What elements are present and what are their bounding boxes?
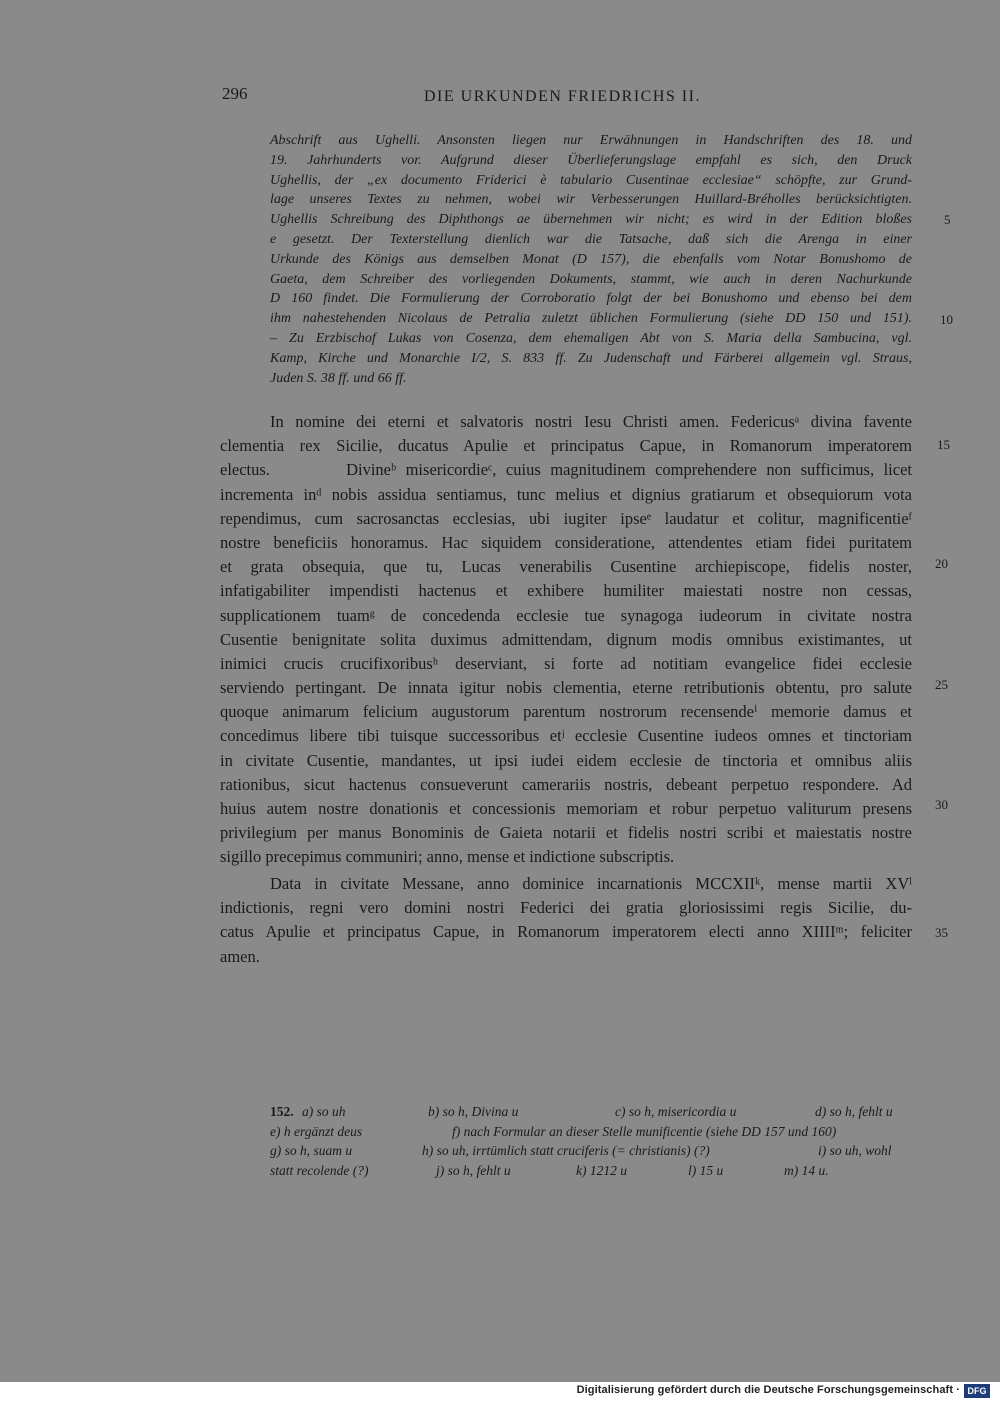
apparatus-note: f) nach Formular an dieser Stelle munificentie (siehe DD 157 und 160): [452, 1123, 837, 1139]
apparatus-note: e) h ergänzt deus: [270, 1123, 363, 1139]
charter-line: nostre beneficiis honoramus. Hac siquidem consideratione, attendentes etiam fidei puritatem: [220, 532, 912, 552]
dating-line: indictionis, regni vero domini nostri Federici dei gratia gloriosissimi regis Sicilie, du-: [220, 898, 912, 918]
apparatus-note: b) so h, Divina u: [428, 1104, 519, 1119]
line-number: 20: [935, 556, 948, 571]
apparatus-row: [270, 1122, 912, 1142]
dating-line: catus Apulie et principatus Capue, in Romanorum imperatorem electi anno XIIIIᵐ; feliciter: [220, 922, 912, 942]
dfg-logo: DFG: [964, 1384, 990, 1398]
introduction-paragraph: [270, 131, 912, 388]
charter-line: huius autem nostre donationis et concessionis memoriam et robur perpetuo valiturum presens: [220, 799, 912, 818]
line-number: 5: [944, 212, 951, 227]
apparatus-note: m) 14 u.: [784, 1162, 829, 1178]
page-number: 296: [222, 84, 248, 103]
running-title: DIE URKUNDEN FRIEDRICHS II.: [424, 88, 701, 105]
intro-line: – Zu Erzbischof Lukas von Cosenza, dem ehemaligen Abt von S. Maria della Sambucina, vgl.: [270, 330, 912, 346]
line-number: 15: [937, 437, 950, 452]
charter-text: [220, 410, 912, 870]
intro-line: Abschrift aus Ughelli. Ansonsten liegen nur Erwähnungen in Handschriften des 18. und: [270, 133, 912, 148]
charter-line: et grata obsequia, que tu, Lucas venerabilis Cusentine archiepiscope, fidelis noster,: [220, 557, 912, 577]
intro-line: ihm nahestehenden Nicolaus de Petralia zuletzt üblichen Formulierung (siehe DD 150 und 151).: [270, 311, 912, 327]
line-number: 10: [940, 312, 953, 327]
charter-line: rationibus, sicut hactenus consueverunt camerariis nostris, debeant perpetuo respondere. Ad: [220, 774, 912, 794]
document-number: 152.: [270, 1104, 294, 1119]
apparatus-row: [270, 1102, 912, 1122]
funding-credit: Digitalisierung gefördert durch die Deutsche Forschungsgemeinschaft ·: [576, 1384, 960, 1396]
apparatus-row: [270, 1141, 912, 1161]
charter-line: supplicationem tuamᵍ de concedenda ecclesie tue synagoga iudeorum in civitate nostra: [220, 605, 912, 625]
charter-line: sigillo precepimus communiri; anno, mense et indictione subscriptis.: [220, 847, 675, 867]
intro-line: 19. Jahrhunderts vor. Aufgrund dieser Überlieferungslage empfahl es sich, den Druck: [270, 152, 912, 168]
charter-line: serviendo pertingant. De innata igitur nobis clementia, eterne retributionis obtentu, pro salute: [220, 678, 912, 698]
dating-line: amen.: [220, 946, 260, 966]
dating-line: Data in civitate Messane, anno dominice incarnationis MCCXIIᵏ, mense martii XVˡ: [270, 874, 912, 893]
apparatus-note: k) 1212 u: [576, 1162, 627, 1178]
line-number: 35: [935, 925, 948, 940]
intro-line: D 160 findet. Die Formulierung der Corroboratio folgt der bei Bonushomo und ebenso bei dem: [270, 291, 912, 307]
charter-line: privilegium per manus Bonominis de Gaieta notarii et fidelis nostri scribi et maiestatis nostre: [220, 823, 912, 843]
intro-line: Gaeta, dem Schreiber des vorliegenden Dokuments, stammt, wie auch in deren Nachurkunde: [270, 271, 912, 287]
critical-apparatus: [270, 1102, 912, 1180]
charter-line: Cusentie benignitate solita duximus admittendam, dignum modis omnibus existimantes, ut: [220, 629, 912, 649]
apparatus-note: l) 15 u: [688, 1162, 724, 1178]
apparatus-note: statt recolende (?): [270, 1162, 369, 1178]
intro-line: Ughellis, der „ex documento Friderici è tabulario Cusentinae ecclesiae“ schöpfte, zur Grund-: [270, 172, 912, 188]
apparatus-note: g) so h, suam u: [270, 1143, 353, 1158]
intro-line: Ughellis Schreibung des Diphthongs ae übernehmen wir nicht; es wird in der Edition bloßes: [270, 212, 912, 228]
apparatus-row: [270, 1161, 912, 1181]
intro-line: e gesetzt. Der Texterstellung dienlich war die Tatsache, daß sich die Arenga in einer: [270, 231, 912, 247]
charter-line: concedimus libere tibi tuisque successoribus etʲ ecclesie Cusentine iudeos omnes et tinctoriam: [220, 726, 912, 746]
charter-line: incrementa inᵈ nobis assidua sentiamus, tunc melius et dignius gratiarum et obsequiorum vota: [220, 484, 912, 504]
dating-clause: [220, 872, 912, 969]
line-number: 30: [935, 797, 948, 812]
charter-line: infatigabiliter impendisti hactenus et exhibere humiliter maiestati nostre non cessas,: [220, 581, 912, 601]
charter-line: inimici crucis crucifixoribusʰ deserviant, si forte ad notitiam evangelice fidei ecclesie: [220, 653, 912, 673]
intro-line: Urkunde des Königs aus demselben Monat (D 157), die ebenfalls vom Notar Bonushomo de: [270, 251, 912, 267]
charter-line: electus. Divineᵇ misericordieᶜ, cuius magnitudinem comprehendere non sufficimus, licet: [220, 460, 912, 480]
apparatus-note: j) so h, fehlt u: [436, 1162, 511, 1178]
apparatus-note: d) so h, fehlt u: [815, 1104, 893, 1119]
charter-line: quoque animarum felicium augustorum parentum nostrorum recensendeⁱ memorie damus et: [220, 702, 912, 722]
intro-line: lage unseres Textes zu nehmen, wobei wir Verbesserungen Huillard-Bréholles berücksichtigten.: [270, 192, 912, 208]
charter-line: In nomine dei eterni et salvatoris nostri Iesu Christi amen. Federicusᵃ divina favente: [270, 412, 912, 431]
apparatus-note: c) so h, misericordia u: [615, 1104, 737, 1119]
charter-line: in civitate Cusentie, mandantes, ut ipsi iudei eidem ecclesie de tinctoria et omnibus aliis: [220, 750, 912, 770]
apparatus-note: a) so uh: [302, 1104, 346, 1119]
apparatus-note: i) so uh, wohl: [818, 1143, 892, 1158]
intro-line: Juden S. 38 ff. und 66 ff.: [270, 370, 407, 386]
line-number: 25: [935, 677, 948, 692]
intro-line: Kamp, Kirche und Monarchie I/2, S. 833 ff. Zu Judenschaft und Färberei allgemein vgl. Straus,: [270, 350, 912, 366]
charter-line: clementia rex Sicilie, ducatus Apulie et principatus Capue, in Romanorum imperatorem: [220, 436, 912, 456]
charter-line: rependimus, cum sacrosanctas ecclesias, ubi iugiter ipseᵉ laudatur et colitur, magnificentieᶠ: [220, 508, 912, 528]
apparatus-note: h) so uh, irrtümlich statt cruciferis (= christianis) (?): [422, 1143, 710, 1158]
